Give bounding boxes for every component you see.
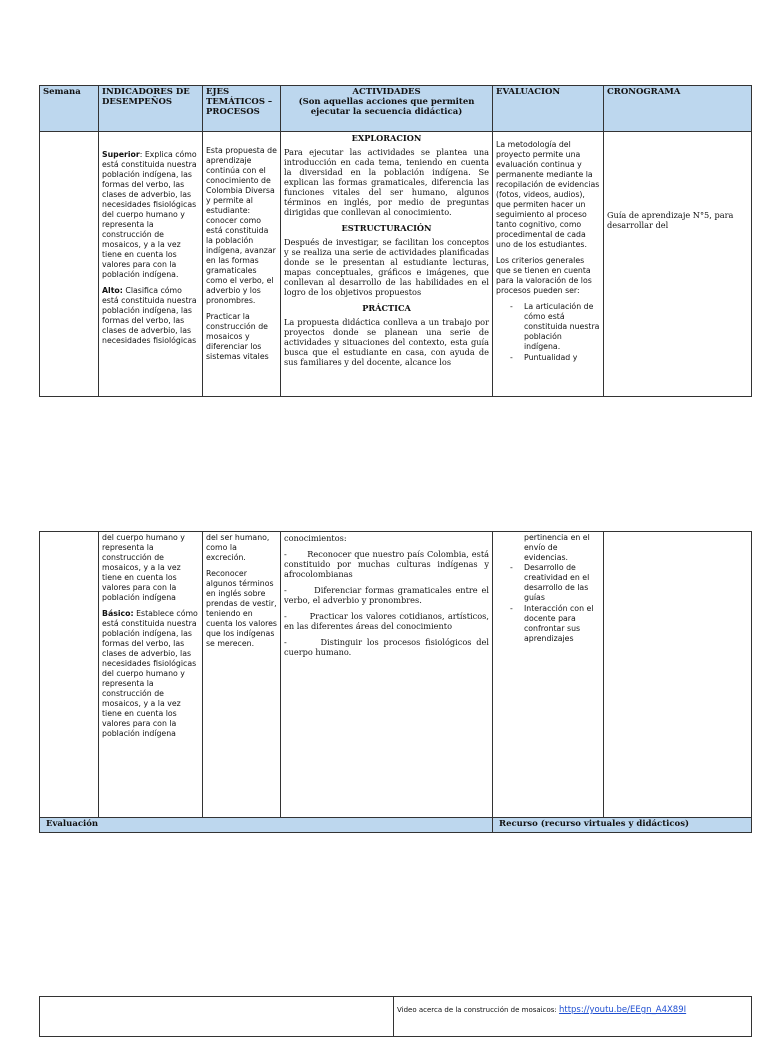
header-evaluacion: EVALUACION bbox=[493, 86, 604, 132]
practica-text: La propuesta didáctica conlleva a un trabajo por proyectos donde se planean una serie de actividades y situaciones del contexto, esta guía busca que el estudiante en casa, con ayuda de sus familiares y del docente, alcance los bbox=[284, 317, 489, 367]
indicadores-cell-cont bbox=[99, 532, 203, 818]
objective-item: - Distinguir los procesos fisiológicos del cuerpo humano. bbox=[284, 637, 489, 657]
exploracion-title: EXPLORACION bbox=[351, 133, 422, 143]
estructuracion-text: Después de investigar, se facilitan los conceptos y se realiza una serie de actividades planificadas donde se le presentan al estudiante lecturas, mapas conceptuales, gráficos e imágenes, que conllevan al desarrollo de las habilidades en el logro de los objetivos propuestos bbox=[284, 237, 489, 297]
ejes-text-2: Practicar la construcción de mosaicos y diferenciar los sistemas vitales bbox=[206, 312, 269, 361]
estructuracion-title: ESTRUCTURACIÓN bbox=[341, 223, 432, 233]
resources-table bbox=[39, 996, 752, 1037]
header-ejes: EJES TEMÁTICOS – PROCESOS bbox=[203, 86, 281, 132]
lesson-plan-table-top bbox=[39, 85, 752, 397]
ejes-cell bbox=[203, 132, 281, 397]
header-actividades bbox=[281, 86, 493, 132]
objective-item: - Reconocer que nuestro país Colombia, está constituido por muchas culturas indígenas y afrocolombianas bbox=[284, 549, 489, 579]
objective-item: - Practicar los valores cotidianos, artísticos, en las diferentes áreas del conocimiento bbox=[284, 611, 489, 631]
video-link[interactable]: https://youtu.be/EEgn_A4X89I bbox=[558, 1005, 687, 1015]
criteria-item: - Interacción con el docente para confrontar sus aprendizajes bbox=[510, 604, 600, 644]
semana-cell-cont bbox=[40, 532, 99, 818]
exploracion-text: Para ejecutar las actividades se plantea una introducción en cada tema, teniendo en cuenta la diversidad en la población indígena. Se explican las formas gramaticales, diferencia las funciones vitales del ser humano, algunos términos en inglés, por medio de preguntas dirigidas que conllevan al conocimiento. bbox=[284, 147, 489, 217]
cronograma-text: Guía de aprendizaje N°5, para desarrollar del bbox=[607, 210, 734, 230]
ejes-cell-cont bbox=[203, 532, 281, 818]
evaluacion-criteria-list-cont bbox=[496, 563, 600, 644]
indicador-superior: Superior: Explica cómo está constituida nuestra población indígena, las formas del verbo, las clases de adverbio, las necesidades fisiológicas del cuerpo humano y representa la construcción de mosaicos, y a la vez tiene en cuenta los valores para con la población indígena. bbox=[102, 150, 197, 279]
header-cronograma: CRONOGRAMA bbox=[604, 86, 752, 132]
video-label: Video acerca de la construcción de mosaicos: bbox=[397, 1006, 559, 1014]
practica-title: PRÁCTICA bbox=[362, 303, 411, 313]
criteria-item: - Desarrollo de creatividad en el desarrollo de las guías bbox=[510, 563, 600, 603]
ejes-cont-text: del ser humano, como la excreción. bbox=[206, 533, 270, 562]
criteria-item: - La articulación de cómo está constituida nuestra población indígena. bbox=[510, 302, 600, 352]
actividades-cell-cont bbox=[281, 532, 493, 818]
semana-cell bbox=[40, 132, 99, 397]
evaluacion-cell bbox=[493, 132, 604, 397]
ejes-text-1: Esta propuesta de aprendizaje continúa con el conocimiento de Colombia Diversa y permite al estudiante: conocer como está constituida la población indígena, avanzar en las formas gramaticales como el verbo, el adverbio y los pronombres. bbox=[206, 146, 277, 305]
actividades-lead: conocimientos: bbox=[284, 533, 347, 543]
objective-item: - Diferenciar formas gramaticales entre el verbo, el adverbio y pronombres. bbox=[284, 585, 489, 605]
eval-cont-text: pertinencia en el envío de evidencias. bbox=[524, 533, 590, 562]
header-actividades-title: ACTIVIDADES bbox=[352, 87, 421, 97]
resources-left-cell bbox=[40, 997, 394, 1037]
indicador-alto-cont: del cuerpo humano y representa la construcción de mosaicos, y a la vez tiene en cuenta los valores para con la población indígena bbox=[102, 533, 185, 602]
indicador-basico: Básico: Establece cómo está constituida nuestra población indígena, las formas del verbo, las clases de adverbio, las necesidades fisiológicas del cuerpo humano y representa la construcción de mosaicos, y a la vez tiene en cuenta los valores para con la población indígena bbox=[102, 609, 198, 738]
lesson-plan-table-continued bbox=[39, 531, 752, 833]
header-semana: Semana bbox=[40, 86, 99, 132]
footer-recurso: Recurso (recurso virtuales y didácticos) bbox=[493, 818, 752, 833]
cronograma-cell bbox=[604, 132, 752, 397]
evaluacion-p2: Los criterios generales que se tienen en cuenta para la valoración de los procesos pueden ser: bbox=[496, 256, 592, 295]
footer-evaluacion: Evaluación bbox=[40, 818, 493, 833]
ejes-english-text: Reconocer algunos términos en inglés sobre prendas de vestir, teniendo en cuenta los valores que los indígenas se merecen. bbox=[206, 569, 277, 648]
criteria-item: - Puntualidad y bbox=[510, 353, 600, 363]
indicador-alto: Alto: Clasifica cómo está constituida nuestra población indígena, las formas del verbo, las clases de adverbio, las necesidades fisiológicas bbox=[102, 286, 197, 345]
evaluacion-cell-cont bbox=[493, 532, 604, 818]
evaluacion-p1: La metodología del proyecto permite una evaluación continua y permanente mediante la recopilación de evidencias (fotos, videos, audios), que permiten hacer un seguimiento al proceso tanto cognitivo, como procedimental de cada uno de los estudiantes. bbox=[496, 140, 600, 249]
header-actividades-sub: (Son aquellas acciones que permiten ejecutar la secuencia didáctica) bbox=[298, 97, 475, 117]
resources-right-cell bbox=[394, 997, 752, 1037]
indicadores-cell bbox=[99, 132, 203, 397]
cronograma-cell-cont bbox=[604, 532, 752, 818]
header-indicadores: INDICADORES DE DESEMPEÑOS bbox=[99, 86, 203, 132]
evaluacion-criteria-list bbox=[496, 302, 600, 363]
actividades-cell bbox=[281, 132, 493, 397]
